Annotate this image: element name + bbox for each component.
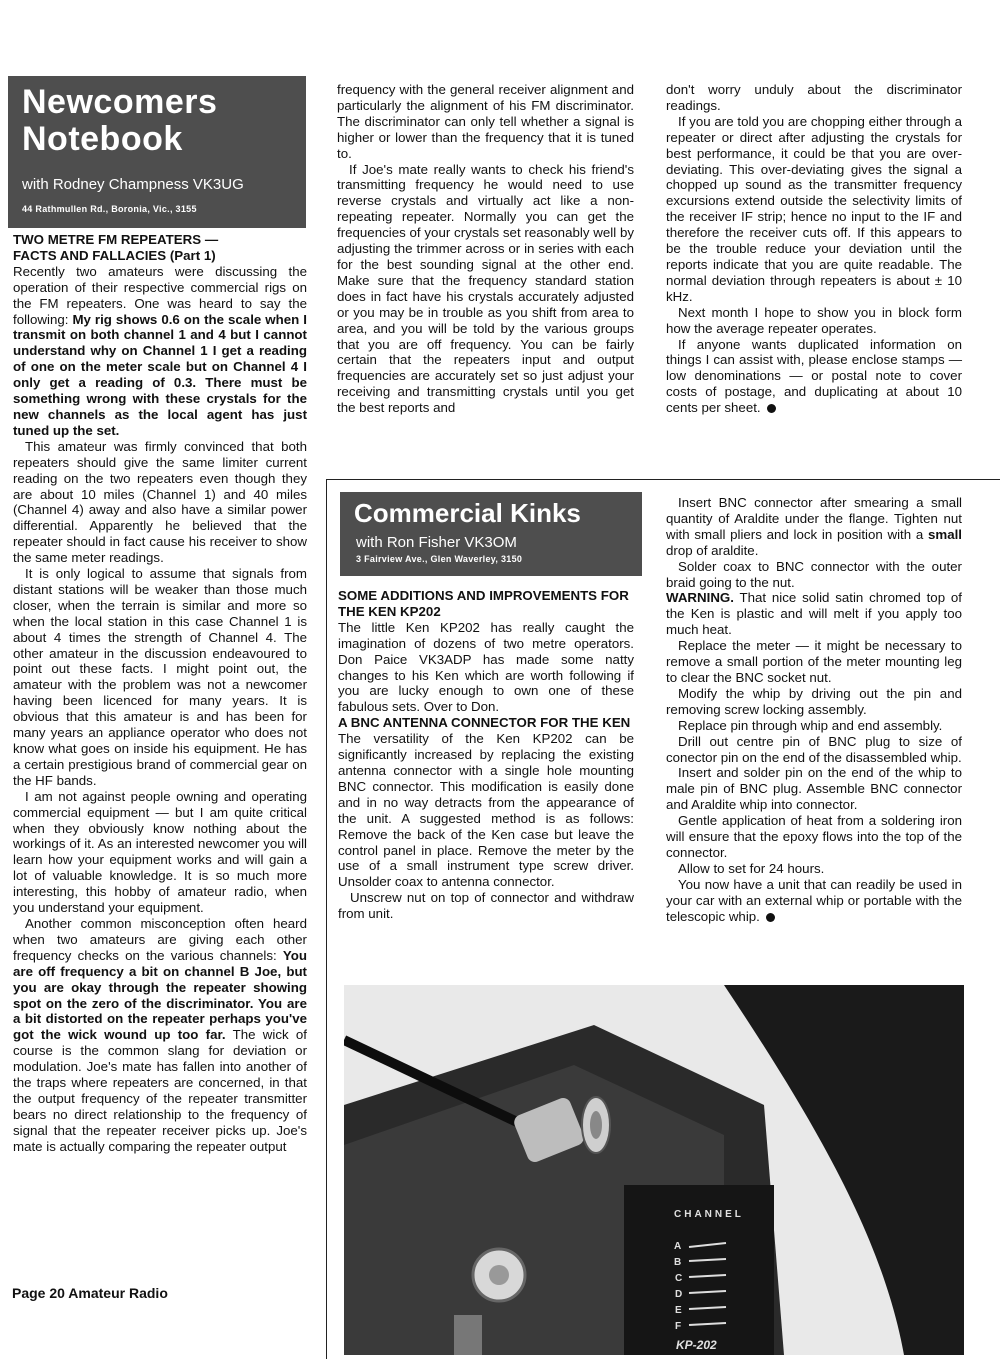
paragraph: Insert and solder pin on the end of the whip to male pin of BNC plug. Assemble BNC connector and Araldite whip into connector. — [666, 765, 962, 813]
paragraph: Drill out centre pin of BNC plug to size of conector pin on the end of the disassembled whip. — [666, 733, 962, 765]
column-3-bottom — [666, 495, 962, 924]
column-2-top — [337, 82, 634, 416]
paragraph: Another common misconception often heard when two amateurs are giving each other frequency checks on the various channels: You are off frequency a bit on channel B Joe, but you are okay through the repeater showing spot on the zero of the discriminator. You are a bit distorted on the repeater perhaps you've got the wick wound up too far. The wick of course is the common slang for deviation or modulation. Joe's mate has fallen into another of the traps where repeaters are concerned, in that the output frequency of the repeater transmitter bears no direct relationship to the frequency of signal that the repeater receiver picks up. Joe's mate is actually comparing the repeater output — [13, 915, 307, 1154]
commercial-kinks-banner — [340, 492, 642, 576]
paragraph: don't worry unduly about the discriminator readings. — [666, 82, 962, 113]
paragraph: This amateur was firmly convinced that both repeaters should give the same limiter current reading on the two repeaters even though they are about 10 miles (Channel 1) and 40 miles (Channel 4) away and also have a similar power differential. Apparently he believed that the repeater should in fact cause his receiver to show the same meter readings. — [13, 438, 307, 566]
article-heading: A BNC ANTENNA CONNECTOR FOR THE KEN — [338, 715, 631, 731]
paragraph: You now have a unit that can readily be used in your car with an external whip or portable with the telescopic whip. — [666, 876, 962, 924]
ken-kp202-photo — [344, 985, 964, 1355]
column-2-bottom — [338, 588, 634, 922]
page-footer: Page 20 Amateur Radio — [12, 1285, 168, 1301]
section-divider — [326, 479, 1000, 480]
paragraph: Allow to set for 24 hours. — [678, 860, 825, 876]
paragraph: WARNING. That nice solid satin chromed top of the Ken is plastic and will melt if you apply too much heat. — [666, 590, 962, 638]
column-3-top — [666, 82, 962, 416]
channel-letter: C — [675, 1273, 683, 1284]
column-author: with Rodney Champness VK3UG — [22, 176, 244, 193]
article-heading: TWO METRE FM REPEATERS — — [13, 232, 219, 247]
author-address: 3 Fairview Ave., Glen Waverley, 3150 — [356, 554, 523, 564]
paragraph: The versatility of the Ken KP202 can be significantly increased by replacing the existing antenna connector with a single hole mounting BNC connector. This modification is easily done and in no way detracts from the appearance of the unit. A suggested method is as follows: Remove the back of the Ken case but leave the control panel in place. Remove the meter by the use of a small instrument type screw driver. Unsolder coax to antenna connector. — [338, 731, 634, 890]
column-title: Newcomers Notebook — [22, 83, 218, 158]
channel-letter: A — [674, 1241, 682, 1252]
paragraph: If you are told you are chopping either through a repeater or direct after adjusting the crystals for best performance, it could be that you are over-deviating. This over-deviating gives the signal a chopped up sound as the transmitter frequency excursions extend outside the selectivity limits of the receiver IF strip; hence no input to the IF and therefore the receiver cuts off. If this appears to be the trouble reduce your deviation until the reports indicate that you are quite readable. The normal deviation through repeaters is about ± 10 kHz. — [666, 113, 962, 304]
newcomers-notebook-banner — [8, 76, 306, 228]
column-1 — [13, 232, 307, 1155]
column-title: Commercial Kinks — [354, 498, 581, 528]
paragraph: Recently two amateurs were discussing the operation of their respective commercial rigs on the FM repeaters. One was heard to say the following: My rig shows 0.6 on the scale when I transmit on both channel 1 and 4 but I cannot understand why on Channel 1 I get a reading of one on the meter scale but on Channel 4 I only get a reading of 0.3. There must be something wrong with these crystals for the new channels as the local agent has just tuned up the set. — [13, 263, 307, 438]
paragraph: Unscrew nut on top of connector and withdraw from unit. — [338, 890, 634, 922]
channel-letter: D — [675, 1289, 683, 1300]
paragraph: If Joe's mate really wants to check his friend's transmitting frequency he would need to use reverse crystals and virtually act like a non-repeating repeater. Normally you can get the frequencies of your crystals set reasonably well by adjusting the trimmer across or in series with each for the best sounding signal at the other end. Make sure that the frequency standard station does in fact have his crystals accurately adjusted or you may be in trouble as you shift from area to area, and you will be told by the various groups that you are off frequency. You can be fairly certain that the repeaters input and output frequencies are accurately set so just adjust your receiving and transmitting crystals until you get the best reports and — [337, 161, 634, 416]
channel-panel-label: CHANNEL — [674, 1209, 744, 1220]
paragraph: The little Ken KP202 has really caught the imagination of dozens of two metre operators. Don Paice VK3ADP has made some natty changes to his Ken which are worth following if you are lucky enough to own one of these fabulous sets. Over to Don. — [338, 619, 634, 715]
paragraph: It is only logical to assume that signals from distant stations will be weaker than those much closer, when the terrain is similar and more so when the local station in this case Channel 1 is about 4 times the strength of Channel 4. The other amateur in the discussion endeavoured to point out these facts. I might point out, the amateur with the problem was not a newcomer having been licenced for many years. It is obvious that this amateur is and has been for many years an appliance operator who does not know what goes on inside his equipment. He has a certain prestigious brand of commercial gear on the HF bands. — [13, 566, 307, 788]
model-label: KP-202 — [676, 1338, 717, 1352]
radio-illustration — [344, 985, 964, 1355]
paragraph: Insert BNC connector after smearing a small quantity of Araldite under the flange. Tighten nut with small pliers and lock in position with a small drop of araldite. — [666, 495, 962, 558]
article-heading: SOME ADDITIONS AND IMPROVEMENTS FOR THE KEN KP202 — [338, 588, 629, 619]
column-author: with Ron Fisher VK3OM — [356, 534, 517, 551]
channel-letter: E — [675, 1305, 682, 1316]
paragraph: frequency with the general receiver alignment and particularly the alignment of his FM discriminator. The discriminator can only tell whether a signal is higher or lower than the frequency that it is tuned to. — [337, 82, 634, 161]
paragraph: Replace the meter — it might be necessary to remove a small portion of the meter mounting leg to clear the BNC socket nut. — [666, 638, 962, 685]
paragraph: Solder coax to BNC connector with the outer braid going to the nut. — [666, 558, 962, 590]
paragraph: Next month I hope to show you in block form how the average repeater operates. — [666, 304, 962, 336]
end-mark-icon — [767, 404, 776, 413]
paragraph: Gentle application of heat from a soldering iron will ensure that the epoxy flows into the top of the connector. — [666, 813, 962, 860]
paragraph: I am not against people owning and operating commercial equipment — but I am quite critical when they obviously know nothing about the workings of it. As an interested newcomer you will learn how your equipment works and will gain a lot of valuable knowledge. It is so much more interesting, this hobby of amateur radio, when you understand your equipment. — [13, 788, 307, 916]
author-address: 44 Rathmullen Rd., Boronia, Vic., 3155 — [22, 204, 197, 214]
end-mark-icon — [766, 913, 775, 922]
section-divider — [326, 479, 327, 1359]
paragraph: If anyone wants duplicated information on things I can assist with, please enclose stamps — low denominations — or postal note to cover costs of postage, and duplicating at about 10 cents per sheet. — [666, 336, 962, 416]
paragraph: Modify the whip by driving out the pin and removing screw locking assembly. — [666, 685, 962, 717]
channel-letter: F — [675, 1321, 682, 1332]
paragraph: Replace pin through whip and end assembly. — [678, 717, 943, 733]
article-heading: FACTS AND FALLACIES (Part 1) — [13, 247, 216, 263]
channel-letter: B — [674, 1257, 682, 1268]
